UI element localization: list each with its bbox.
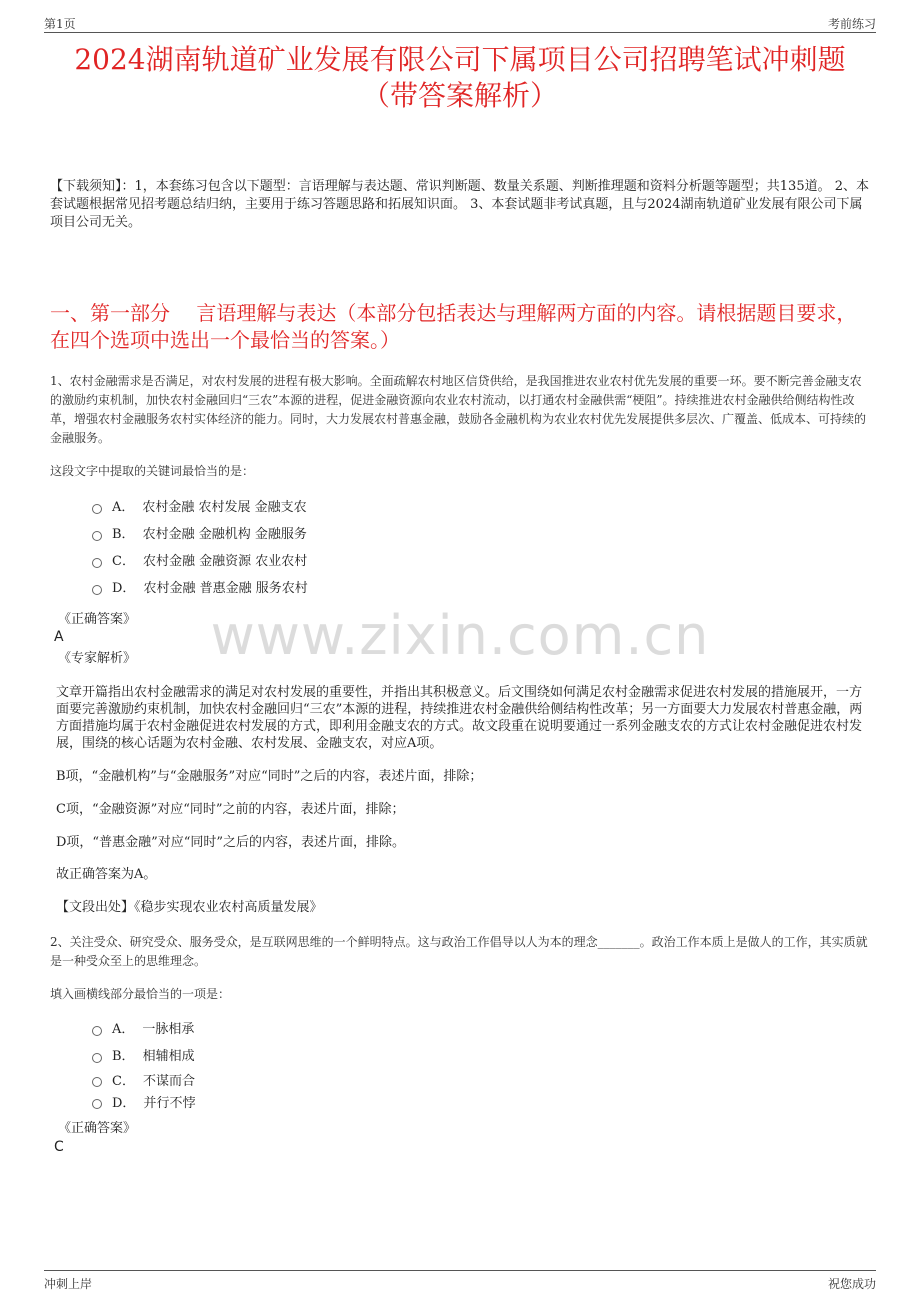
option-b[interactable]: [92, 1041, 195, 1068]
question-1-options: [92, 492, 308, 600]
page-number: 第1页: [44, 16, 76, 31]
option-text: 不谋而合: [142, 1073, 195, 1089]
option-letter: C．: [112, 554, 135, 569]
analysis-conclusion: 故正确答案为A。: [56, 867, 157, 882]
radio-icon[interactable]: [92, 585, 102, 595]
analysis-option-d: D项，“普惠金融”对应“同时”之后的内容，表述片面，排除。: [56, 835, 406, 850]
correct-answer: A: [54, 629, 64, 645]
footer-right-text: 祝您成功: [827, 1276, 876, 1291]
option-a[interactable]: [92, 1014, 195, 1041]
option-c[interactable]: [92, 1068, 195, 1090]
radio-icon[interactable]: [92, 1077, 102, 1087]
radio-icon[interactable]: [92, 1053, 102, 1063]
option-text: 农村金融 金融资源 农业农村: [142, 554, 308, 569]
question-1-text: 1、农村金融需求是否满足，对农村发展的进程有极大影响。全面疏解农村地区信贷供给，是我国推进农业农村优先发展的重要一环。要不断完善金融支农的激励约束机制，加快农村金融回归“三农”本源的进程，促进金融资源向农业农村流动，以打通农村金融供需“梗阻”。持续推进农村金融供给侧结构性改革，增强农村金融服务农村实体经济的能力。同时，大力发展农村普惠金融，鼓励各金融机构为农业农村优先发展提供多层次、广覆盖、低成本、可持续的金融服务。: [50, 374, 867, 445]
option-text: 农村金融 普惠金融 服务农村: [143, 581, 308, 596]
option-text: 农村金融 金融机构 金融服务: [142, 527, 307, 542]
question-2-options: [92, 1014, 195, 1112]
watermark: www.zixin.com.cn: [210, 604, 710, 667]
option-text: 并行不悖: [143, 1095, 196, 1111]
analysis-option-b: B项，“金融机构”与“金融服务”对应“同时”之后的内容，表述片面，排除；: [56, 769, 483, 784]
analysis-option-c: C项，“金融资源”对应“同时”之前的内容，表述片面，排除；: [56, 802, 405, 817]
question-2-text: 2、关注受众、研究受众、服务受众，是互联网思维的一个鲜明特点。这与政治工作倡导以人为本的理念_______。政治工作本质上是做人的工作，其实质就是一种受众至上的思维理念。: [50, 935, 868, 968]
option-letter: B．: [112, 527, 135, 542]
option-text: 一脉相承: [142, 1022, 195, 1037]
title-line-1: 2024湖南轨道矿业发展有限公司下属项目公司招聘笔试冲刺题: [74, 43, 846, 76]
option-b[interactable]: [92, 519, 308, 546]
radio-icon[interactable]: [92, 504, 102, 514]
header-tag: 考前练习: [827, 16, 876, 31]
option-d[interactable]: [92, 573, 308, 600]
page-footer: [44, 1270, 876, 1293]
option-letter: C．: [112, 1073, 135, 1089]
question-1-prompt: 这段文字中提取的关键词最恰当的是：: [50, 464, 255, 478]
radio-icon[interactable]: [92, 531, 102, 541]
option-letter: A．: [112, 500, 135, 515]
answer-label: 《正确答案》: [58, 1121, 137, 1136]
radio-icon[interactable]: [92, 558, 102, 568]
correct-answer: C: [54, 1139, 64, 1155]
option-text: 农村金融 农村发展 金融支农: [142, 500, 307, 515]
option-text: 相辅相成: [142, 1049, 195, 1064]
radio-icon[interactable]: [92, 1026, 102, 1036]
page-header: [44, 14, 876, 33]
document-title: [40, 42, 880, 114]
footer-left-text: 冲刺上岸: [44, 1276, 93, 1291]
option-a[interactable]: [92, 492, 308, 519]
option-c[interactable]: [92, 546, 308, 573]
analysis-label: 《专家解析》: [58, 651, 137, 666]
radio-icon[interactable]: [92, 1099, 102, 1109]
option-d[interactable]: [92, 1090, 195, 1112]
option-letter: B．: [112, 1049, 135, 1064]
analysis-paragraph: 文章开篇指出农村金融需求的满足对农村发展的重要性，并指出其积极意义。后文围绕如何满足农村金融需求促进农村发展的措施展开，一方面要完善激励约束机制，加快农村金融回归“三农”本源的进程，持续推进农村金融供给侧结构性改革；另一方面要大力发展农村普惠金融，两方面措施均属于农村金融促进农村发展的方式，即利用金融支农的方式。故文段重在说明要通过一系列金融支农的方式让农村金融促进农村发展，围绕的核心话题为农村金融、农村发展、金融支农，对应A项。: [56, 685, 863, 751]
option-letter: D．: [112, 581, 136, 596]
title-line-2: （带答案解析）: [361, 79, 558, 112]
download-notice: 【下载须知】：1，本套练习包含以下题型：言语理解与表达题、常识判断题、数量关系题、判断推理题和资料分析题等题型；共135道。 2、本套试题根据常见招考题总结归纳，主要用于练习答题思路和拓展知识面。 3、本套试题非考试真题，且与2024湖南轨道矿业发展有限公司下属项目公司无关。: [50, 179, 869, 230]
question-2-prompt: 填入画横线部分最恰当的一项是：: [50, 987, 231, 1001]
answer-label: 《正确答案》: [58, 612, 137, 627]
section-title: 一、第一部分 言语理解与表达（本部分包括表达与理解两方面的内容。请根据题目要求，在四个选项中选出一个最恰当的答案。）: [50, 301, 857, 352]
option-letter: A．: [112, 1022, 135, 1037]
option-letter: D．: [112, 1095, 136, 1111]
source-citation: 【文段出处】《稳步实现农业农村高质量发展》: [56, 900, 323, 915]
